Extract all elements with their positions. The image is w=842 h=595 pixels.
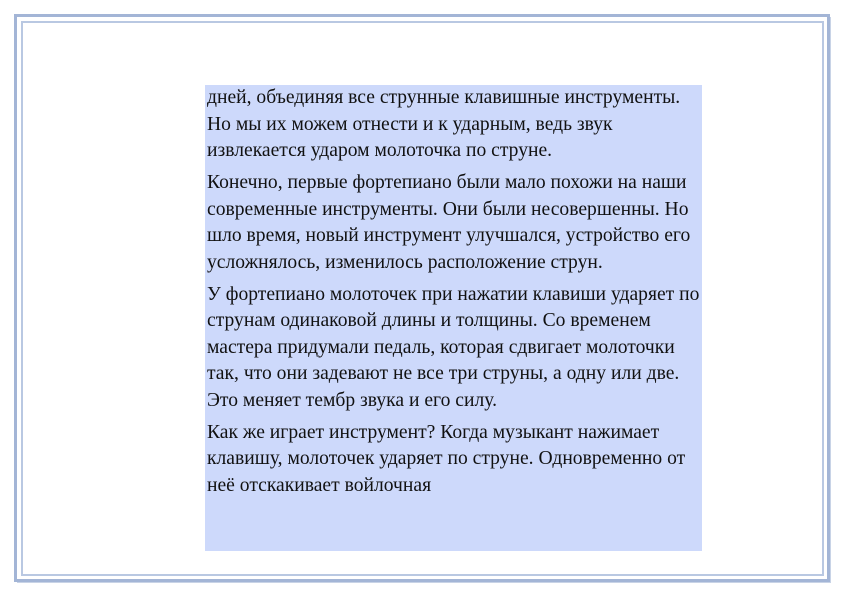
paragraph: дней, объединяя все струнные клавишные инструменты. Но мы их можем отнести и к ударным, ведь звук извлекается ударом молоточка по струне. [207,87,681,161]
paragraph: Конечно, первые фортепиано были мало похожи на наши современные инструменты. Они были несовершенны. Но шло время, новый инструмент улучшался, устройство его усложнялось, изменилось расположение струн. [207,172,691,273]
paragraph: Как же играет инструмент? Когда музыкант нажимает клавишу, молоточек ударяет по струне. Одновременно от неё отскакивает войлочная [207,421,686,496]
text-box [205,85,702,551]
paragraph: У фортепиано молоточек при нажатии клавиши ударяет по струнам одинаковой длины и толщины. Со временем мастера придумали педаль, которая сдвигает молоточки так, что они задевают не все три струны, а одну или две. Это меняет тембр звука и его силу. [207,283,700,411]
